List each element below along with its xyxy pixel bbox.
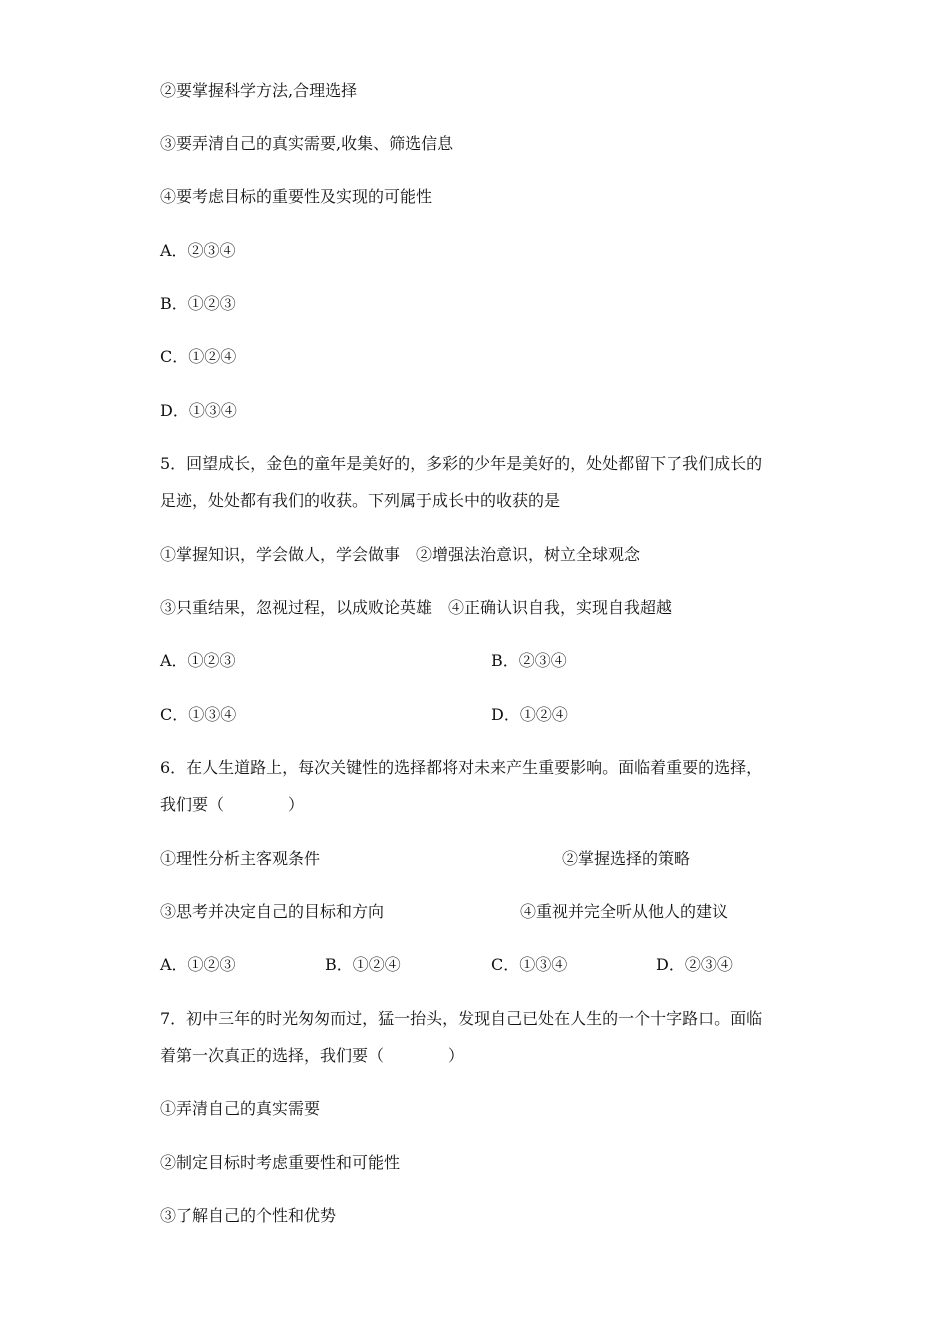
statement-4: ④要考虑目标的重要性及实现的可能性 [160, 187, 433, 206]
q5-stem-line2: 足迹，处处都有我们的收获。下列属于成长中的收获的是 [160, 491, 561, 510]
q7-statement-3: ③了解自己的个性和优势 [160, 1206, 337, 1225]
q5-statements-line1: ①掌握知识，学会做人，学会做事 ②增强法治意识，树立全球观念 [160, 545, 641, 564]
q6-statement-2: ②掌握选择的策略 [562, 849, 691, 868]
q6-option-c: C．①③④ [491, 955, 568, 974]
statement-3: ③要弄清自己的真实需要,收集、筛选信息 [160, 134, 454, 153]
q5-option-c: C．①③④ [160, 705, 237, 724]
q6-statement-1: ①理性分析主客观条件 [160, 849, 321, 868]
q7-stem-line2: 着第一次真正的选择，我们要（ ） [160, 1046, 465, 1065]
q6-option-d: D．②③④ [656, 955, 733, 974]
statement-2: ②要掌握科学方法,合理选择 [160, 81, 358, 100]
q5-option-d: D．①②④ [491, 705, 568, 724]
q7-stem-line1: 7．初中三年的时光匆匆而过，猛一抬头，发现自己已处在人生的一个十字路口。面临 [160, 1009, 763, 1028]
q7-statement-1: ①弄清自己的真实需要 [160, 1099, 321, 1118]
q6-option-a: A．①②③ [160, 955, 236, 974]
q5-stem-line1: 5．回望成长，金色的童年是美好的，多彩的少年是美好的，处处都留下了我们成长的 [160, 454, 763, 473]
option-c: C．①②④ [160, 347, 237, 366]
option-b: B．①②③ [160, 294, 236, 313]
option-d: D．①③④ [160, 401, 237, 420]
q6-stem-line2: 我们要（ ） [160, 795, 305, 814]
q6-option-b: B．①②④ [325, 955, 401, 974]
q7-statement-2: ②制定目标时考虑重要性和可能性 [160, 1153, 401, 1172]
q5-statements-line2: ③只重结果，忽视过程，以成败论英雄 ④正确认识自我，实现自我超越 [160, 598, 673, 617]
q6-statement-4: ④重视并完全听从他人的建议 [520, 902, 729, 921]
q5-option-a: A．①②③ [160, 651, 236, 670]
q6-stem-line1: 6．在人生道路上，每次关键性的选择都将对未来产生重要影响。面临着重要的选择， [160, 758, 763, 777]
q5-option-b: B．②③④ [491, 651, 567, 670]
option-a: A．②③④ [160, 241, 236, 260]
q6-statement-3: ③思考并决定自己的目标和方向 [160, 902, 385, 921]
